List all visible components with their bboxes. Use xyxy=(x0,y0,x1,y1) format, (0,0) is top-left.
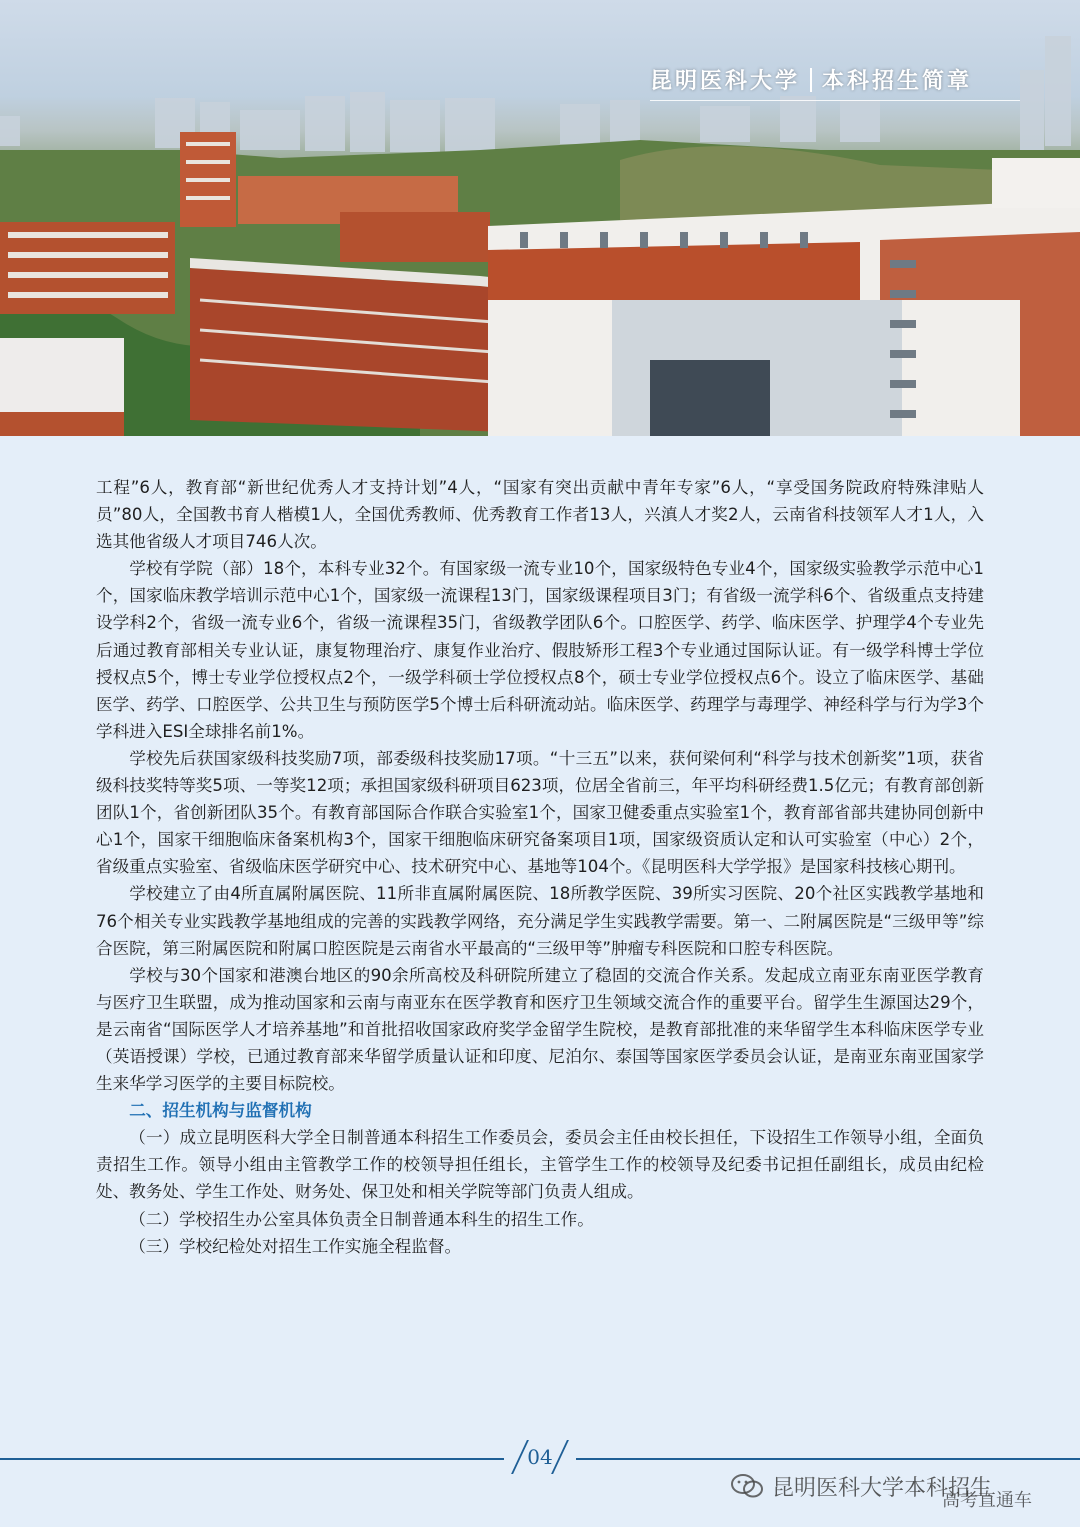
paragraph-committee: （一）成立昆明医科大学全日制普通本科招生工作委员会，委员会主任由校长担任，下设招生工作领导小组，全面负责招生工作。领导小组由主管教学工作的校领导担任组长，主管学生工作的校领导及纪委书记担任副组长，成员由纪检处、教务处、学生工作处、财务处、保卫处和相关学院等部门负责人组成。 xyxy=(96,1128,984,1202)
paragraph-international: 学校与30个国家和港澳台地区的90余所高校及科研院所建立了稳固的交流合作关系。发起成立南亚东南亚医学教育与医疗卫生联盟，成为推动国家和云南与南亚东在医学教育和医疗卫生领域交流合作的重要平台。留学生生源国达29个，是云南省“国际医学人才培养基地”和首批招收国家政府奖学金留学生院校，是教育部批准的来华留学生本科临床医学专业（英语授课）学校，已通过教育部来华留学质量认证和印度、尼泊尔、泰国等国家医学委员会认证，是南亚东南亚国家学生来华学习医学的主要目标院校。 xyxy=(96,965,984,1094)
title-underline xyxy=(650,100,1020,101)
slash-right xyxy=(551,1440,569,1474)
campus-photo xyxy=(0,0,1080,436)
school-name: 昆明医科大学 xyxy=(649,68,800,94)
paragraph-research: 学校先后获国家级科技奖励7项，部委级科技奖励17项。“十三五”以来，获何梁何利“科学与技术创新奖”1项，获省级科技奖特等奖5项、一等奖12项；承担国家级科研项目623项，位居全省前三，年平均科研经费1.5亿元；有教育部创新团队1个，省创新团队35个。有教育部国际合作联合实验室1个，国家卫健委重点实验室1个，教育部省部共建协同创新中心1个，国家干细胞临床备案机构3个，国家干细胞临床研究备案项目1项，国家级资质认定和认可实验室（中心）2个，省级重点实验室、省级临床医学研究中心、技术研究中心、基地等104个。《昆明医科大学学报》是国家科技核心期刊。 xyxy=(96,748,984,877)
brochure-title xyxy=(650,64,972,95)
title-separator xyxy=(810,68,812,92)
paragraph-office: （二）学校招生办公室具体负责全日制普通本科生的招生工作。 xyxy=(129,1209,594,1229)
page-number: 04 xyxy=(527,1445,553,1469)
watermark-sub: 高考直通车 xyxy=(942,1490,1032,1511)
paragraph-disciplines: 学校有学院（部）18个，本科专业32个。有国家级一流专业10个，国家级特色专业4个，国家级实验教学示范中心1个，国家临床教学培训示范中心1个，国家级一流课程13门，国家级课程项目3门；有省级一流学科6个、省级重点支持建设学科2个，省级一流专业6个，省级一流课程35门，省级教学团队6个。口腔医学、药学、临床医学、护理学4个专业先后通过教育部相关专业认证，康复物理治疗、康复作业治疗、假肢矫形工程3个专业通过国际认证。有一级学科博士学位授权点5个，博士专业学位授权点2个，一级学科硕士学位授权点8个，硕士专业学位授权点6个。设立了临床医学、基础医学、药学、口腔医学、公共卫生与预防医学5个博士后科研流动站。临床医学、药理学与毒理学、神经科学与行为学3个学科进入ESI全球排名前1%。 xyxy=(96,559,984,741)
paragraph-hospitals: 学校建立了由4所直属附属医院、11所非直属附属医院、18所教学医院、39所实习医院、20个社区实践教学基地和76个相关专业实践教学基地组成的完善的实践教学网络，充分满足学生实践教学需要。第一、二附属医院是“三级甲等”综合医院，第三附属医院和附属口腔医院是云南省水平最高的“三级甲等”肿瘤专科医院和口腔专科医院。 xyxy=(96,884,984,958)
watermark-text: 昆明医科大学本科招生 xyxy=(772,1475,993,1501)
paragraph-supervision: （三）学校纪检处对招生工作实施全程监督。 xyxy=(129,1236,462,1256)
brochure-subtitle: 本科招生简章 xyxy=(821,68,972,94)
page-number-badge xyxy=(504,1438,576,1476)
wechat-icon xyxy=(730,1472,764,1500)
paragraph-talents: 工程”6人，教育部“新世纪优秀人才支持计划”4人，“国家有突出贡献中青年专家”6人，“享受国务院政府特殊津贴人员”80人，全国教书育人楷模1人，全国优秀教师、优秀教育工作者13人，兴滇人才奖2人，云南省科技领军人才1人，入选其他省级人才项目746人次。 xyxy=(96,478,984,552)
page-body xyxy=(96,474,984,1260)
section-heading: 二、招生机构与监督机构 xyxy=(129,1101,312,1121)
